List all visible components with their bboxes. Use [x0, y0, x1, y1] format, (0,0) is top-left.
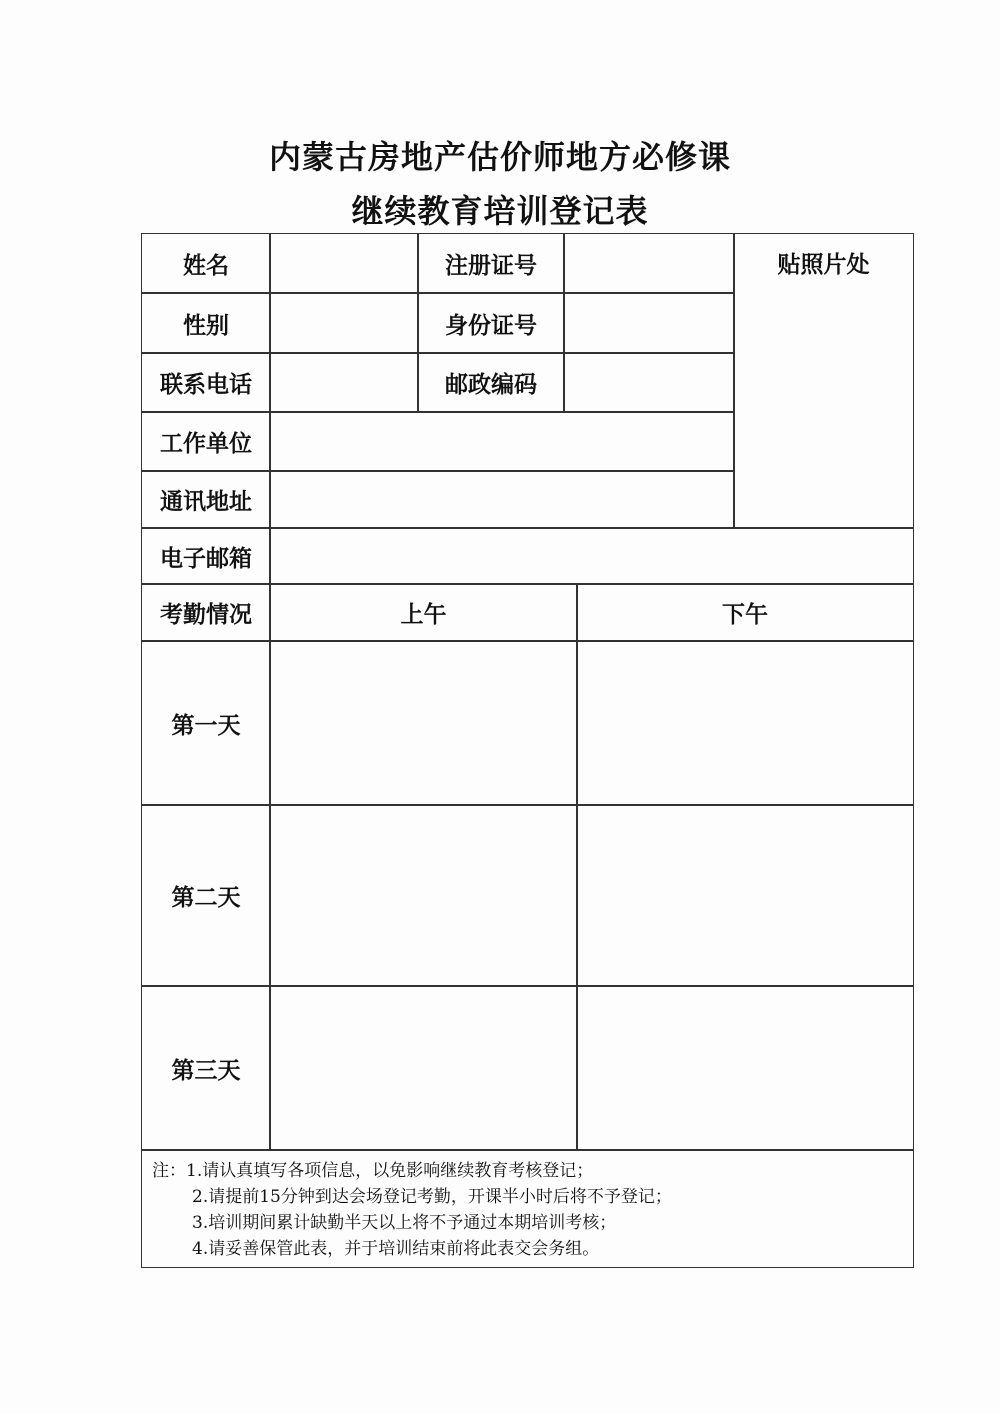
- label-address: 通讯地址: [141, 470, 271, 529]
- label-id-number: 身份证号: [417, 292, 565, 354]
- day-2-afternoon-cell[interactable]: [576, 804, 914, 987]
- id-number-field[interactable]: [563, 292, 735, 354]
- day-2-morning-cell[interactable]: [269, 804, 578, 987]
- notes-box: [141, 1149, 914, 1268]
- name-field[interactable]: [269, 233, 419, 294]
- label-phone: 联系电话: [141, 352, 271, 413]
- notes-prefix: 注：: [152, 1161, 186, 1181]
- label-email: 电子邮箱: [141, 527, 271, 585]
- email-field[interactable]: [269, 527, 914, 585]
- label-postcode: 邮政编码: [417, 352, 565, 413]
- label-attendance: 考勤情况: [141, 583, 271, 642]
- form-subtitle: 继续教育培训登记表: [351, 192, 649, 230]
- address-field[interactable]: [269, 470, 735, 529]
- label-name: 姓名: [141, 233, 271, 294]
- postcode-field[interactable]: [563, 352, 735, 413]
- photo-placeholder[interactable]: 贴照片处: [733, 233, 914, 529]
- note-1: 注：1.请认真填写各项信息，以免影响继续教育考核登记；: [152, 1161, 594, 1181]
- gender-field[interactable]: [269, 292, 419, 354]
- day-3-afternoon-cell[interactable]: [576, 985, 914, 1151]
- note-3: 3.培训期间累计缺勤半天以上将不予通过本期培训考核；: [192, 1213, 617, 1233]
- label-day-1: 第一天: [141, 640, 271, 806]
- header-morning: 上午: [269, 583, 578, 642]
- day-3-morning-cell[interactable]: [269, 985, 578, 1151]
- label-registration-number: 注册证号: [417, 233, 565, 294]
- registration-number-field[interactable]: [563, 233, 735, 294]
- day-1-afternoon-cell[interactable]: [576, 640, 914, 806]
- label-day-3: 第三天: [141, 985, 271, 1151]
- label-day-2: 第二天: [141, 804, 271, 987]
- note-4: 4.请妥善保管此表，并于培训结束前将此表交会务组。: [192, 1239, 600, 1259]
- phone-field[interactable]: [269, 352, 419, 413]
- form-title: 内蒙古房地产估价师地方必修课: [268, 138, 731, 176]
- note-2: 2.请提前15分钟到达会场登记考勤，开课半小时后将不予登记；: [192, 1187, 672, 1207]
- employer-field[interactable]: [269, 411, 735, 472]
- label-employer: 工作单位: [141, 411, 271, 472]
- header-afternoon: 下午: [576, 583, 914, 642]
- label-gender: 性别: [141, 292, 271, 354]
- day-1-morning-cell[interactable]: [269, 640, 578, 806]
